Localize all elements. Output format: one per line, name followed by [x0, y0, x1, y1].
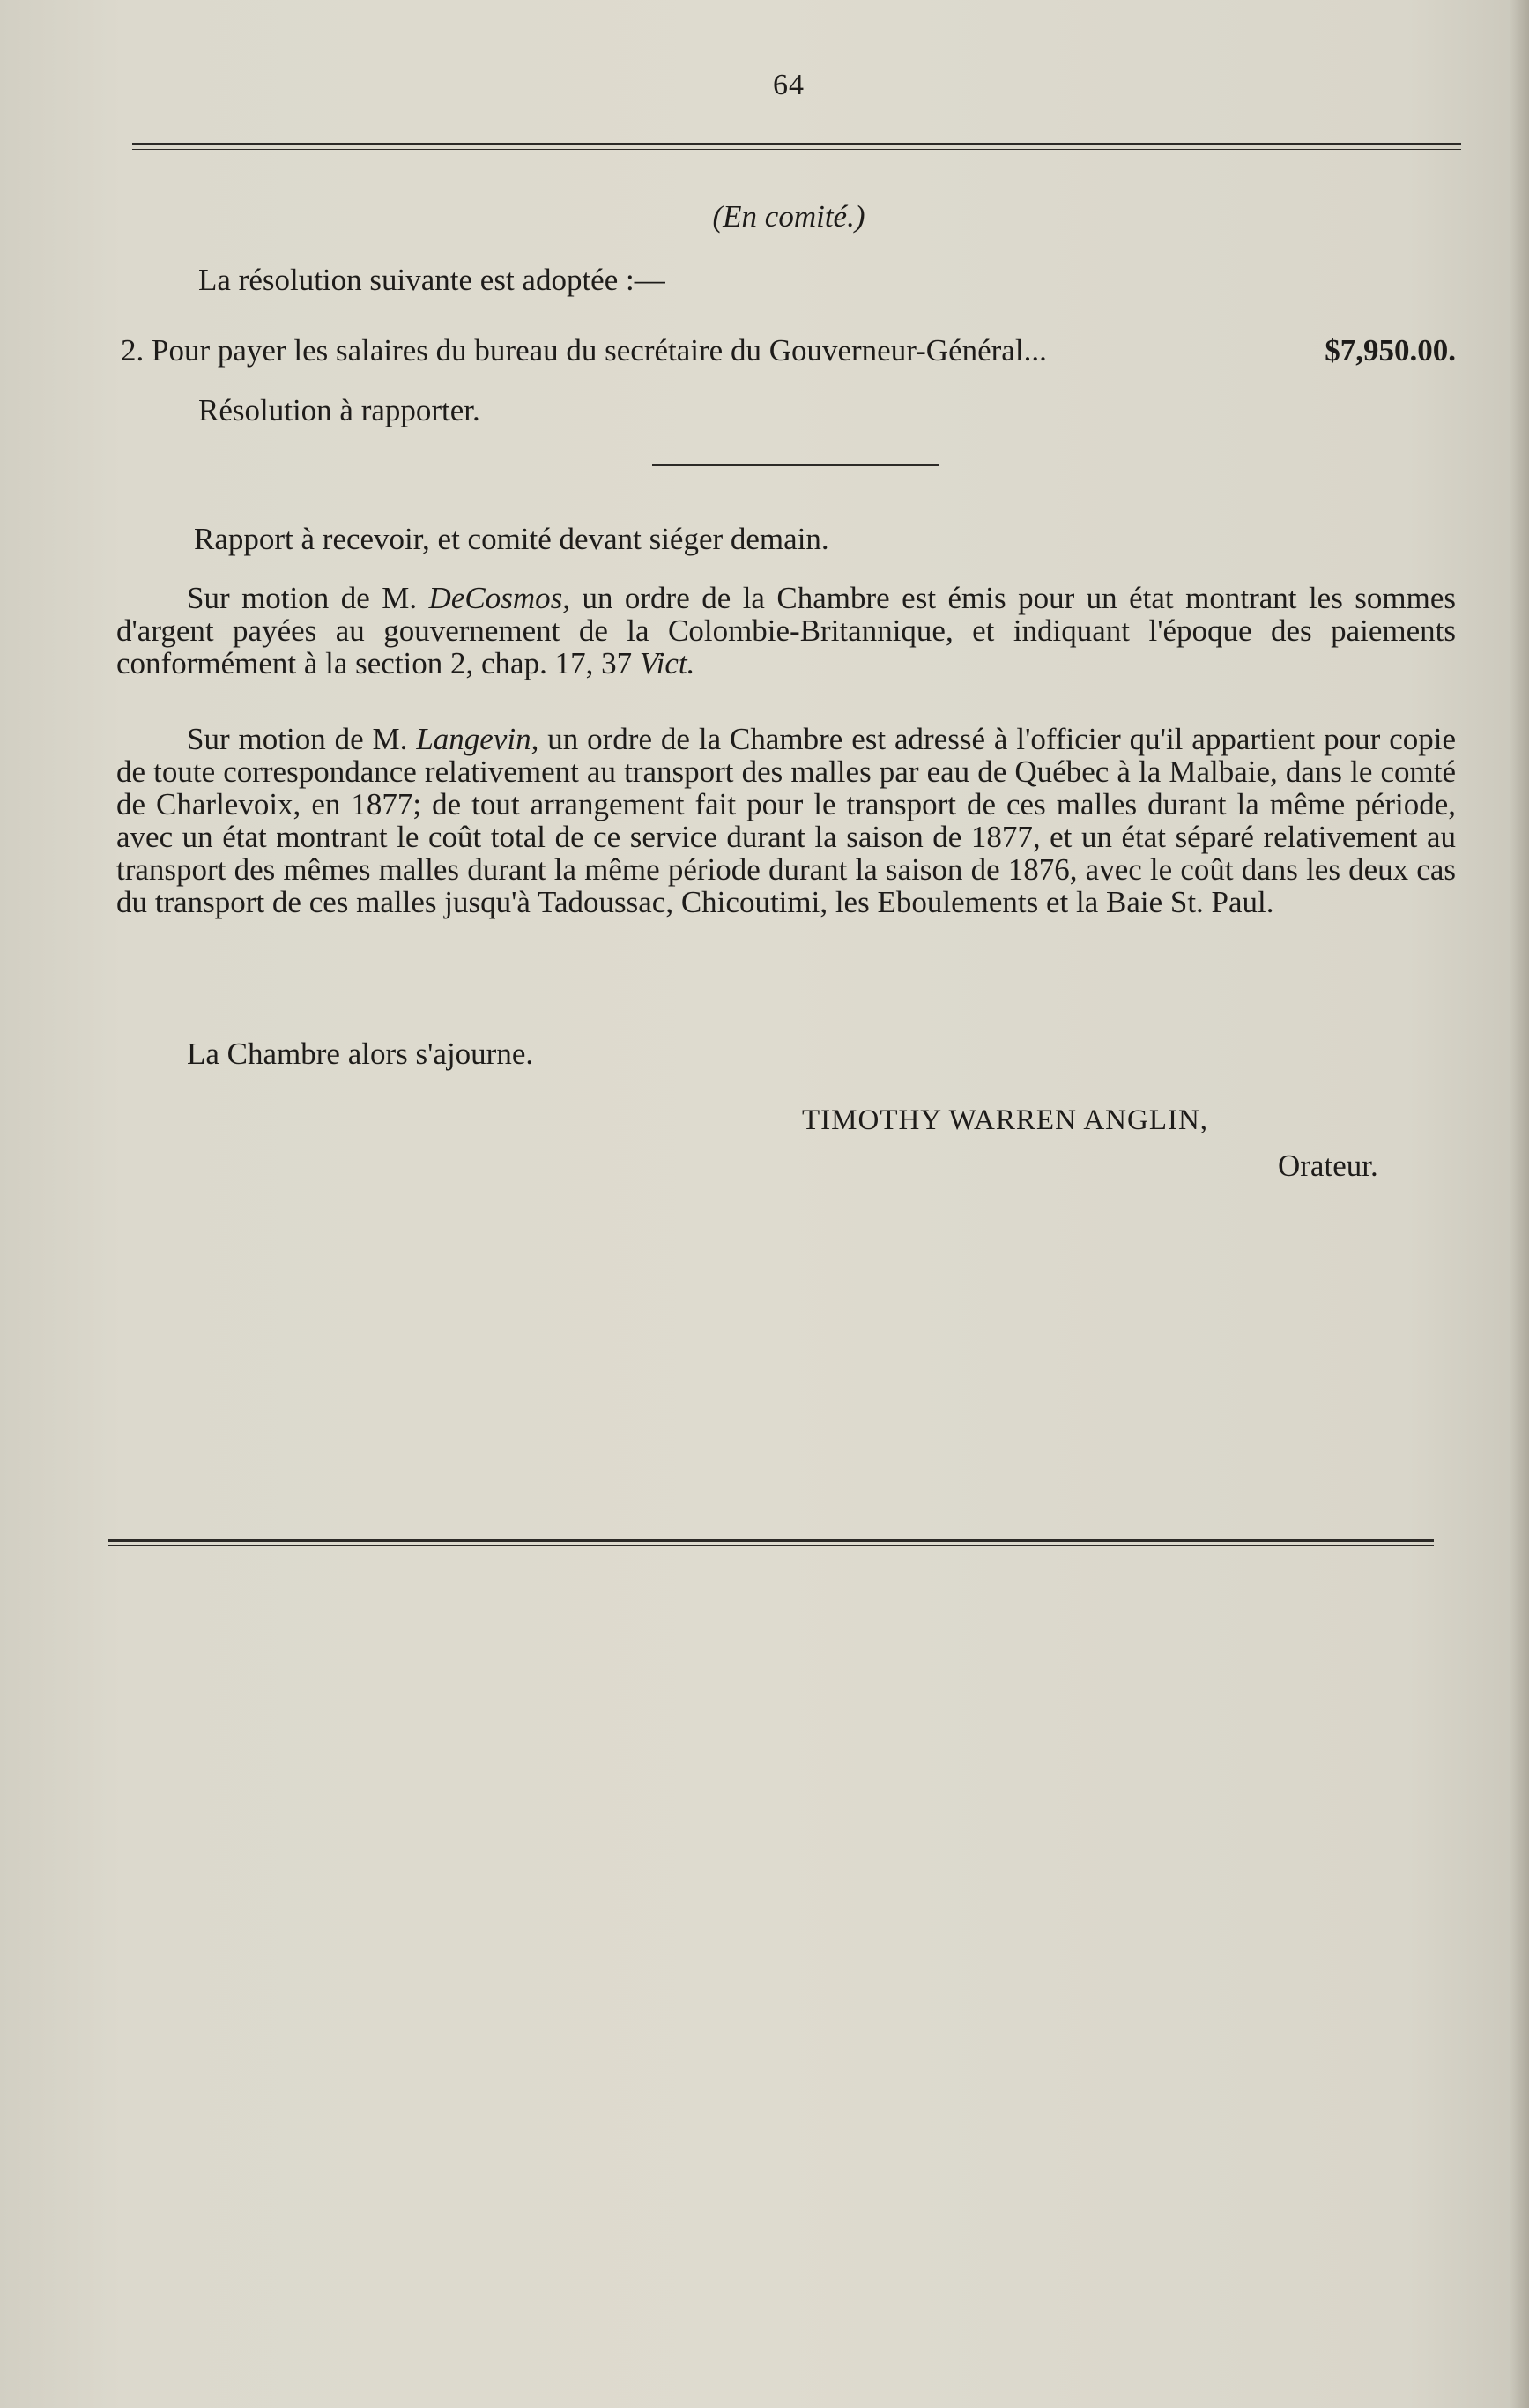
- adjourn-line: La Chambre alors s'ajourne.: [187, 1037, 534, 1071]
- motion-2-body: un ordre de la Chambre est adressé à l'officier qu'il appartient pour copie de toute correspondance relativement au transport des malles par eau de Québec à la Malbaie, dans le comté de Charlevoix, en 1877; de tout arrangement fait pour le transport de ces malles durant la même période, avec un état montrant le coût total de ce service durant la saison de 1877, et un état séparé relativement au transport des mêmes malles durant la même période durant la saison de 1876, avec le coût dans les deux cas du transport de ces malles jusqu'à Tadoussac, Chicoutimi, les Eboulements et la Baie St. Paul.: [116, 722, 1456, 919]
- signature-name: TIMOTHY WARREN ANGLIN,: [802, 1104, 1209, 1136]
- resolution-intro: La résolution suivante est adoptée :—: [198, 263, 665, 297]
- motion-2-lead: Sur motion de M.: [187, 722, 417, 756]
- motion-1-body: un ordre de la Chambre est émis pour un état montrant les sommes d'argent payées au gouvernement de la Colombie-Britannique, et indiquant l'époque des paiements conformément à la section 2, chap. 17, 37: [116, 581, 1457, 680]
- motion-1-member: DeCosmos,: [428, 581, 570, 615]
- resolution-item: [121, 335, 1456, 366]
- section-divider: [652, 464, 939, 466]
- page-number: 64: [773, 69, 805, 101]
- motion-2-member: Langevin,: [416, 722, 539, 756]
- motion-1-lead: Sur motion de M.: [187, 581, 429, 615]
- resolution-item-number: 2.: [121, 333, 145, 368]
- motion-2-content: [116, 723, 1456, 918]
- footer-rule: [108, 1539, 1434, 1546]
- motion-paragraph-2: [116, 723, 1456, 918]
- resolution-item-text: Pour payer les salaires du bureau du secrétaire du Gouverneur-Général...: [152, 333, 1047, 368]
- signature-title: Orateur.: [1278, 1148, 1378, 1183]
- motion-paragraph-1: [116, 582, 1456, 680]
- page-edge-shadow: [1510, 0, 1529, 2408]
- resolution-report: Résolution à rapporter.: [198, 393, 480, 427]
- section-heading: [0, 201, 1529, 232]
- header-rule: [132, 143, 1461, 150]
- section-heading-text: (En comité.): [712, 199, 865, 234]
- resolution-item-amount: $7,950.00.: [1325, 333, 1456, 368]
- motion-1-content: [116, 582, 1456, 680]
- report-line: Rapport à recevoir, et comité devant siéger demain.: [194, 522, 829, 556]
- motion-1-ref: Vict.: [639, 646, 695, 680]
